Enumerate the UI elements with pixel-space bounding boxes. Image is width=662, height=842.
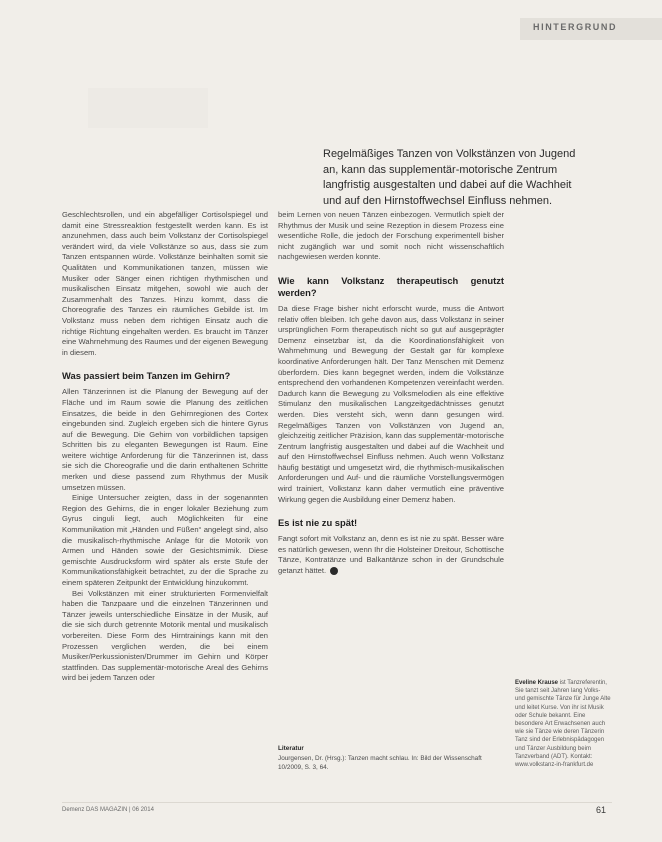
section-label: HINTERGRUND — [533, 22, 618, 32]
pull-quote: Regelmäßiges Tanzen von Volkstänzen von Jugend an, kann das supplementär-motorische Zentrum langfristig ausgestalten und dabei auf die Wachheit und auf den Hirnstoffwechsel Einfluss nehmen. — [323, 148, 576, 207]
page-number: 61 — [596, 805, 607, 815]
subheading: Wie kann Volkstanz therapeutisch genutzt werden? — [278, 274, 504, 298]
literature-entry: Jourgensen, Dr. (Hrsg.): Tanzen macht schlau. In: Bild der Wissenschaft 10/2009, S. 3, 64. — [278, 755, 482, 771]
paragraph — [278, 534, 504, 576]
literature-heading: Literatur — [278, 745, 304, 752]
subheading: Was passiert beim Tanzen im Gehirn? — [62, 370, 231, 382]
closing-text: Fangt sofort mit Volkstanz an, denn es ist nie zu spät. Besser wäre es natürlich gewesen, wenn Ihr die Holsteiner Dreitour, Schottische Tänze, Kontratänze und Balkantänze schon in der Grundschule getanzt hättet. — [278, 534, 504, 576]
end-mark-icon — [330, 567, 338, 575]
subheading: Es ist nie zu spät! — [278, 517, 358, 529]
literature-block — [278, 745, 504, 772]
paragraph: beim Lernen von neuen Tänzen einbezogen. Vermutlich spielt der Rhythmus der Musik und seine Rezeption in diesem Prozess eine wesentliche Rolle, die jedoch der Forschung experimentell bisher nicht zugänglich war und somit noch nicht wissenschaftlich nachgewiesen werden konnte. — [278, 210, 504, 262]
paragraph: Allen Tänzerinnen ist die Planung der Bewegung auf der Fläche und im Raum sowie die Planung des zeitlichen Einsatzes, die beide in den Gehirnregionen des Cortex eingebunden sind. Zugleich ergeben sich die hintere Gyrus auf die Bewegung. Die Gehirn von vorbildlichen tapsigen Schritten bis zu eleganten Bewegungen ist Raum. Eine weitere wichtige Anforderung für die Tänzerinnen ist, dass sie sich die Choreografie und die darin enthaltenen Schritte merken und diese passend zum Rhythmus der Musik umsetzen müssen. — [62, 387, 268, 492]
faded-title-area — [88, 88, 208, 128]
left-column — [62, 210, 268, 684]
author-name: Eveline Krause — [515, 680, 559, 686]
author-bio — [515, 679, 611, 769]
middle-column — [278, 210, 504, 577]
paragraph: Bei Volkstänzen mit einer strukturierten Formenvielfalt haben die Tanzpaare und die einzelnen Tänzerinnen und Tänzer jeweils unterschiedliche Einsätze in der Musik, auf die sie sich durch getrennte Motorik mental und musikalisch vorbereiten. Diese Form des Hirntrainings kann mit den Prozessen verglichen werden, die bei einem Musiker/Perkussionisten/Drummer im Gehirn und Körper stattfinden. Das supplementär-motorische Areal des Gehirns wird bei jedem Tanzen oder — [62, 588, 268, 683]
footer-divider — [62, 802, 612, 803]
footer-publication: Demenz DAS MAGAZIN | 06 2014 — [62, 807, 154, 813]
author-bio-text: ist Tanzreferentin, Sie tanzt seit Jahren lang Volks- und gemischte Tänze für Junge Alte und leitet Kurse. Von ihr ist Musik oder Schule bekannt. Eine besondere Art Erwachsenen auch wie sie Tänze wie deren Tänzerin Tanz sind der Erlebnispädagogen und Tänzer Ausbildung beim Tanzverband (ADT). Kontakt: www.volkstanz-in-frankfurt.de — [515, 680, 611, 769]
paragraph: Da diese Frage bisher nicht erforscht wurde, muss die Antwort relativ offen bleiben. Ich gehe davon aus, dass Volkstanz in seiner ursprünglichen Form therapeutisch nicht so gut auf ausgeprägter Demenz einsetzbar ist, da die Koordinationsfähigkeit von Wahrnehmung und Bewegung der Gestalt gar für komplexe koordinative Anforderungen hält. Der Tanz Menschen mit Demenz überfordern. Dies kann begegnet werden, indem die Volkstänze entsprechend den vorhandenen Kompetenzen vereinfacht werden. Dadurch kann die Bewegung zu Volksmelodien als eine effektive Stimulanz den musikalischen Langzeitgedächtnisses genutzt werden. Dies versteht sich, wenn dann gesungen wird. Regelmäßiges Tanzen von Volkstänzen von Jugend an, gleichzeitig zeitlicher Präzision, kann das supplementär-motorische Zentrum langfristig ausgestalten und dabei auf die Wachheit und auf den Hirnstoffwechsel Einfluss nehmen. Auch wenn Volkstanz häufig bestätigt und umgesetzt wird, die rhythmisch-musikalischen Anforderungen und Auf- und die räumliche Vorstellungsvermögen wird trainiert, Volkstanz kann daher vermutlich eine präventive Wirkung gegen die Ausbildung einer Demenz haben. — [278, 303, 504, 504]
paragraph: Einige Untersucher zeigten, dass in der sogenannten Region des Gehirns, die in enger lokaler Beziehung zum Gyrus cinguli liegt, auch Möglichkeiten für eine Kommunikation mit „Händen und Füßen“ angelegt sind, also die musikalisch-rhythmische Anlage für die Motorik von Armen und Händen sowie der Gesichtsmimik. Diese gemischte Ausdrucksform wird später als erste Stufe der Kommunikationsfähigkeit betrachtet, zu der die Sprache zu einem späteren Zeitpunkt der Entwicklung hinzukommt. — [62, 493, 268, 587]
paragraph: Geschlechtsrollen, und ein abgefälliger Cortisolspiegel und damit eine Stressreaktion festgestellt werden kann. Es ist anzunehmen, dass auch beim Volkstanz der Cortisolspiegel verändert wird, da viele Volkstänze so aus, dass sie zum Tanzen entspannen würde. Volkstänze beinhalten somit sie Qualitäten und Kommunikationen tanzen, müssen wie Musiker oder Sänger einen richtigen rhythmischen und musikalischen Einsatz mitgehen, sowohl wie auch der Zusammenhalt des Tanzes. Hinzu kommt, dass die Choreografie des Tanzes ein räumliches Gebilde ist. Im Volkstanz muss neben dem richtigen Einsatz auch die richtige Richtung eingehalten werden. Es braucht im Tänzer eine Wahrnehmung des Raumes und der eigenen Bewegung in diesem. — [62, 210, 268, 357]
